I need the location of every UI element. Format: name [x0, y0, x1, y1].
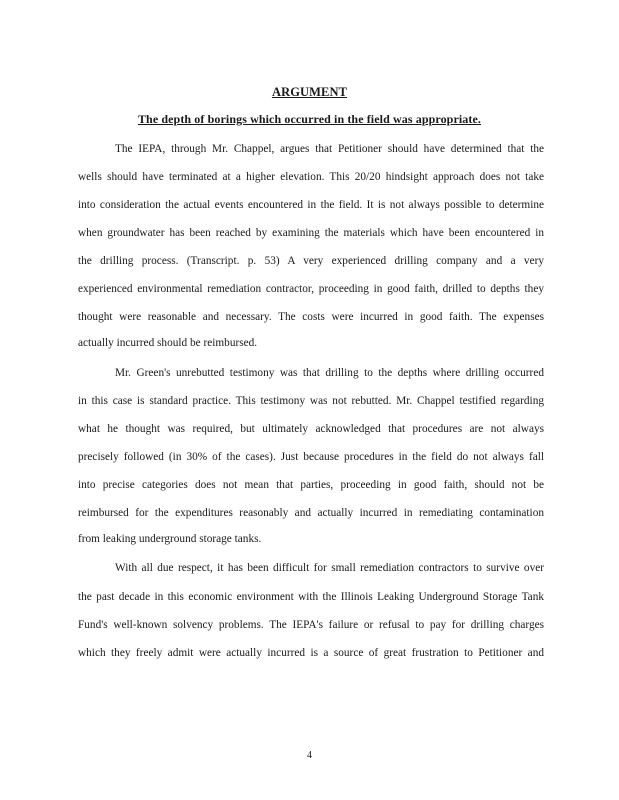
page-number: 4	[307, 750, 312, 761]
paragraph-2-line-7: from leaking underground storage tanks.	[78, 533, 262, 545]
paragraph-1-line-2: wells should have terminated at a higher elevation. This 20/20 hindsight approach does not take	[78, 171, 544, 183]
section-heading: ARGUMENT	[271, 85, 348, 99]
paragraph-2-line-3: what he thought was required, but ultimately acknowledged that procedures are not always	[78, 423, 544, 435]
paragraph-2-line-6: reimbursed for the expenditures reasonably and actually incurred in remediating contamination	[78, 507, 544, 519]
paragraph-2-line-4: precisely followed (in 30% of the cases). Just because procedures in the field do not always fall	[78, 451, 544, 463]
section-subheading: The depth of borings which occurred in the field was appropriate.	[137, 112, 482, 126]
paragraph-3-line-2: the past decade in this economic environment with the Illinois Leaking Underground Storage Tank	[78, 591, 544, 603]
paragraph-2-line-1: Mr. Green's unrebutted testimony was that drilling to the depths where drilling occurred	[115, 367, 544, 379]
paragraph-2-line-2: in this case is standard practice. This testimony was not rebutted. Mr. Chappel testified regarding	[78, 395, 544, 407]
paragraph-1-line-1: The IEPA, through Mr. Chappel, argues that Petitioner should have determined that the	[115, 143, 544, 155]
paragraph-1-line-5: the drilling process. (Transcript. p. 53) A very experienced drilling company and a very	[78, 255, 544, 267]
paragraph-1-line-8: actually incurred should be reimbursed.	[78, 337, 258, 349]
paragraph-3-line-3: Fund's well-known solvency problems. The IEPA's failure or refusal to pay for drilling charges	[78, 619, 544, 631]
paragraph-2-line-5: into precise categories does not mean that parties, proceeding in good faith, should not be	[78, 479, 544, 491]
paragraph-3-line-1: With all due respect, it has been difficult for small remediation contractors to survive over	[115, 562, 544, 574]
paragraph-3-line-4: which they freely admit were actually incurred is a source of great frustration to Petitioner and	[78, 647, 544, 659]
paragraph-1-line-6: experienced environmental remediation contractor, proceeding in good faith, drilled to depths they	[78, 283, 544, 295]
paragraph-1-line-4: when groundwater has been reached by examining the materials which have been encountered in	[78, 227, 544, 239]
paragraph-1-line-3: into consideration the actual events encountered in the field. It is not always possible to determine	[78, 199, 544, 211]
paragraph-1-line-7: thought were reasonable and necessary. The costs were incurred in good faith. The expenses	[78, 311, 544, 323]
